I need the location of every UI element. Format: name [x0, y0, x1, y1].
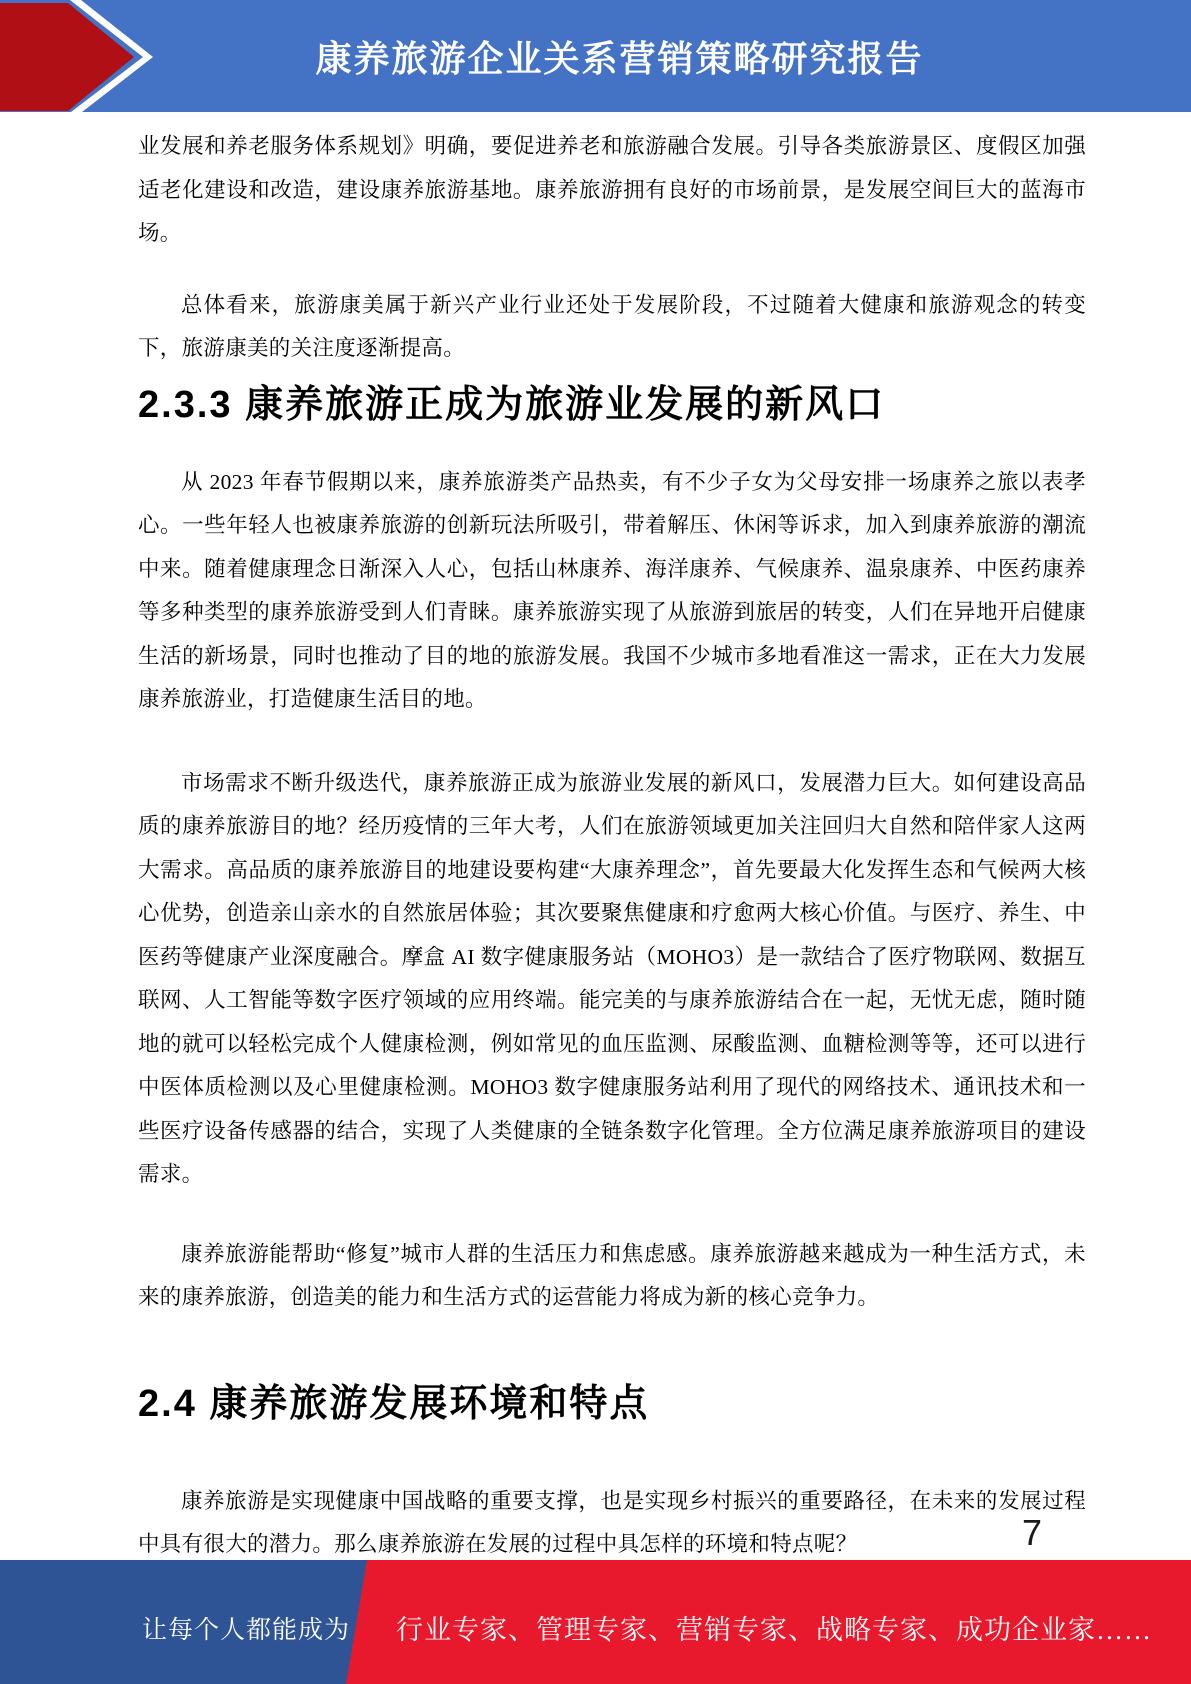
footer-slogan-right: 行业专家、管理专家、营销专家、战略专家、成功企业家……	[396, 1615, 1152, 1645]
page-title: 康养旅游企业关系营销策略研究报告	[315, 37, 924, 79]
header-banner	[0, 0, 1191, 112]
section-heading-2-3-3: 2.3.3 康养旅游正成为旅游业发展的新风口	[138, 383, 886, 426]
page-number: 7	[1022, 1512, 1043, 1553]
footer-banner	[0, 1560, 1191, 1684]
paragraph: 总体看来，旅游康美属于新兴产业行业还处于发展阶段，不过随着大健康和旅游观念的转变下，旅游康美的关注度逐渐提高。	[138, 292, 1086, 360]
paragraph: 市场需求不断升级迭代，康养旅游正成为旅游业发展的新风口，发展潜力巨大。如何建设高品质的康养旅游目的地？经历疫情的三年大考，人们在旅游领域更加关注回归大自然和陪伴家人这两大需求。高品质的康养旅游目的地建设要构建“大康养理念”，首先要最大化发挥生态和气候两大核心优势，创造亲山亲水的自然旅居体验；其次要聚焦健康和疗愈两大核心价值。与医疗、养生、中医药等健康产业深度融合。摩盒 AI 数字健康服务站（MOHO3）是一款结合了医疗物联网、数据互联网、人工智能等数字医疗领域的应用终端。能完美的与康养旅游结合在一起，无忧无虑，随时随地的就可以轻松完成个人健康检测，例如常见的血压监测、尿酸监测、血糖检测等等，还可以进行中医体质检测以及心里健康检测。MOHO3 数字健康服务站利用了现代的网络技术、通讯技术和一些医疗设备传感器的结合，实现了人类健康的全链条数字化管理。全方位满足康养旅游项目的建设需求。	[138, 770, 1086, 1186]
paragraph: 业发展和养老服务体系规划》明确，要促进养老和旅游融合发展。引导各类旅游景区、度假区加强适老化建设和改造，建设康养旅游基地。康养旅游拥有良好的市场前景，是发展空间巨大的蓝海市场。	[138, 134, 1086, 245]
document-body	[138, 112, 1086, 1567]
paragraph: 康养旅游能帮助“修复”城市人群的生活压力和焦虑感。康养旅游越来越成为一种生活方式，未来的康养旅游，创造美的能力和生活方式的运营能力将成为新的核心竞争力。	[138, 1241, 1086, 1309]
section-heading-2-4: 2.4 康养旅游发展环境和特点	[138, 1382, 650, 1425]
footer-slogan-left: 让每个人都能成为	[142, 1617, 351, 1644]
paragraph: 从 2023 年春节假期以来，康养旅游类产品热卖，有不少子女为父母安排一场康养之旅以表孝心。一些年轻人也被康养旅游的创新玩法所吸引，带着解压、休闲等诉求，加入到康养旅游的潮流中来。随着健康理念日渐深入人心，包括山林康养、海洋康养、气候康养、温泉康养、中医药康养等多种类型的康养旅游受到人们青睐。康养旅游实现了从旅游到旅居的转变，人们在异地开启健康生活的新场景，同时也推动了目的地的旅游发展。我国不少城市多地看准这一需求，正在大力发展康养旅游业，打造健康生活目的地。	[138, 469, 1086, 711]
paragraph: 康养旅游是实现健康中国战略的重要支撑，也是实现乡村振兴的重要路径，在未来的发展过程中具有很大的潜力。那么康养旅游在发展的过程中具怎样的环境和特点呢？	[138, 1488, 1086, 1556]
